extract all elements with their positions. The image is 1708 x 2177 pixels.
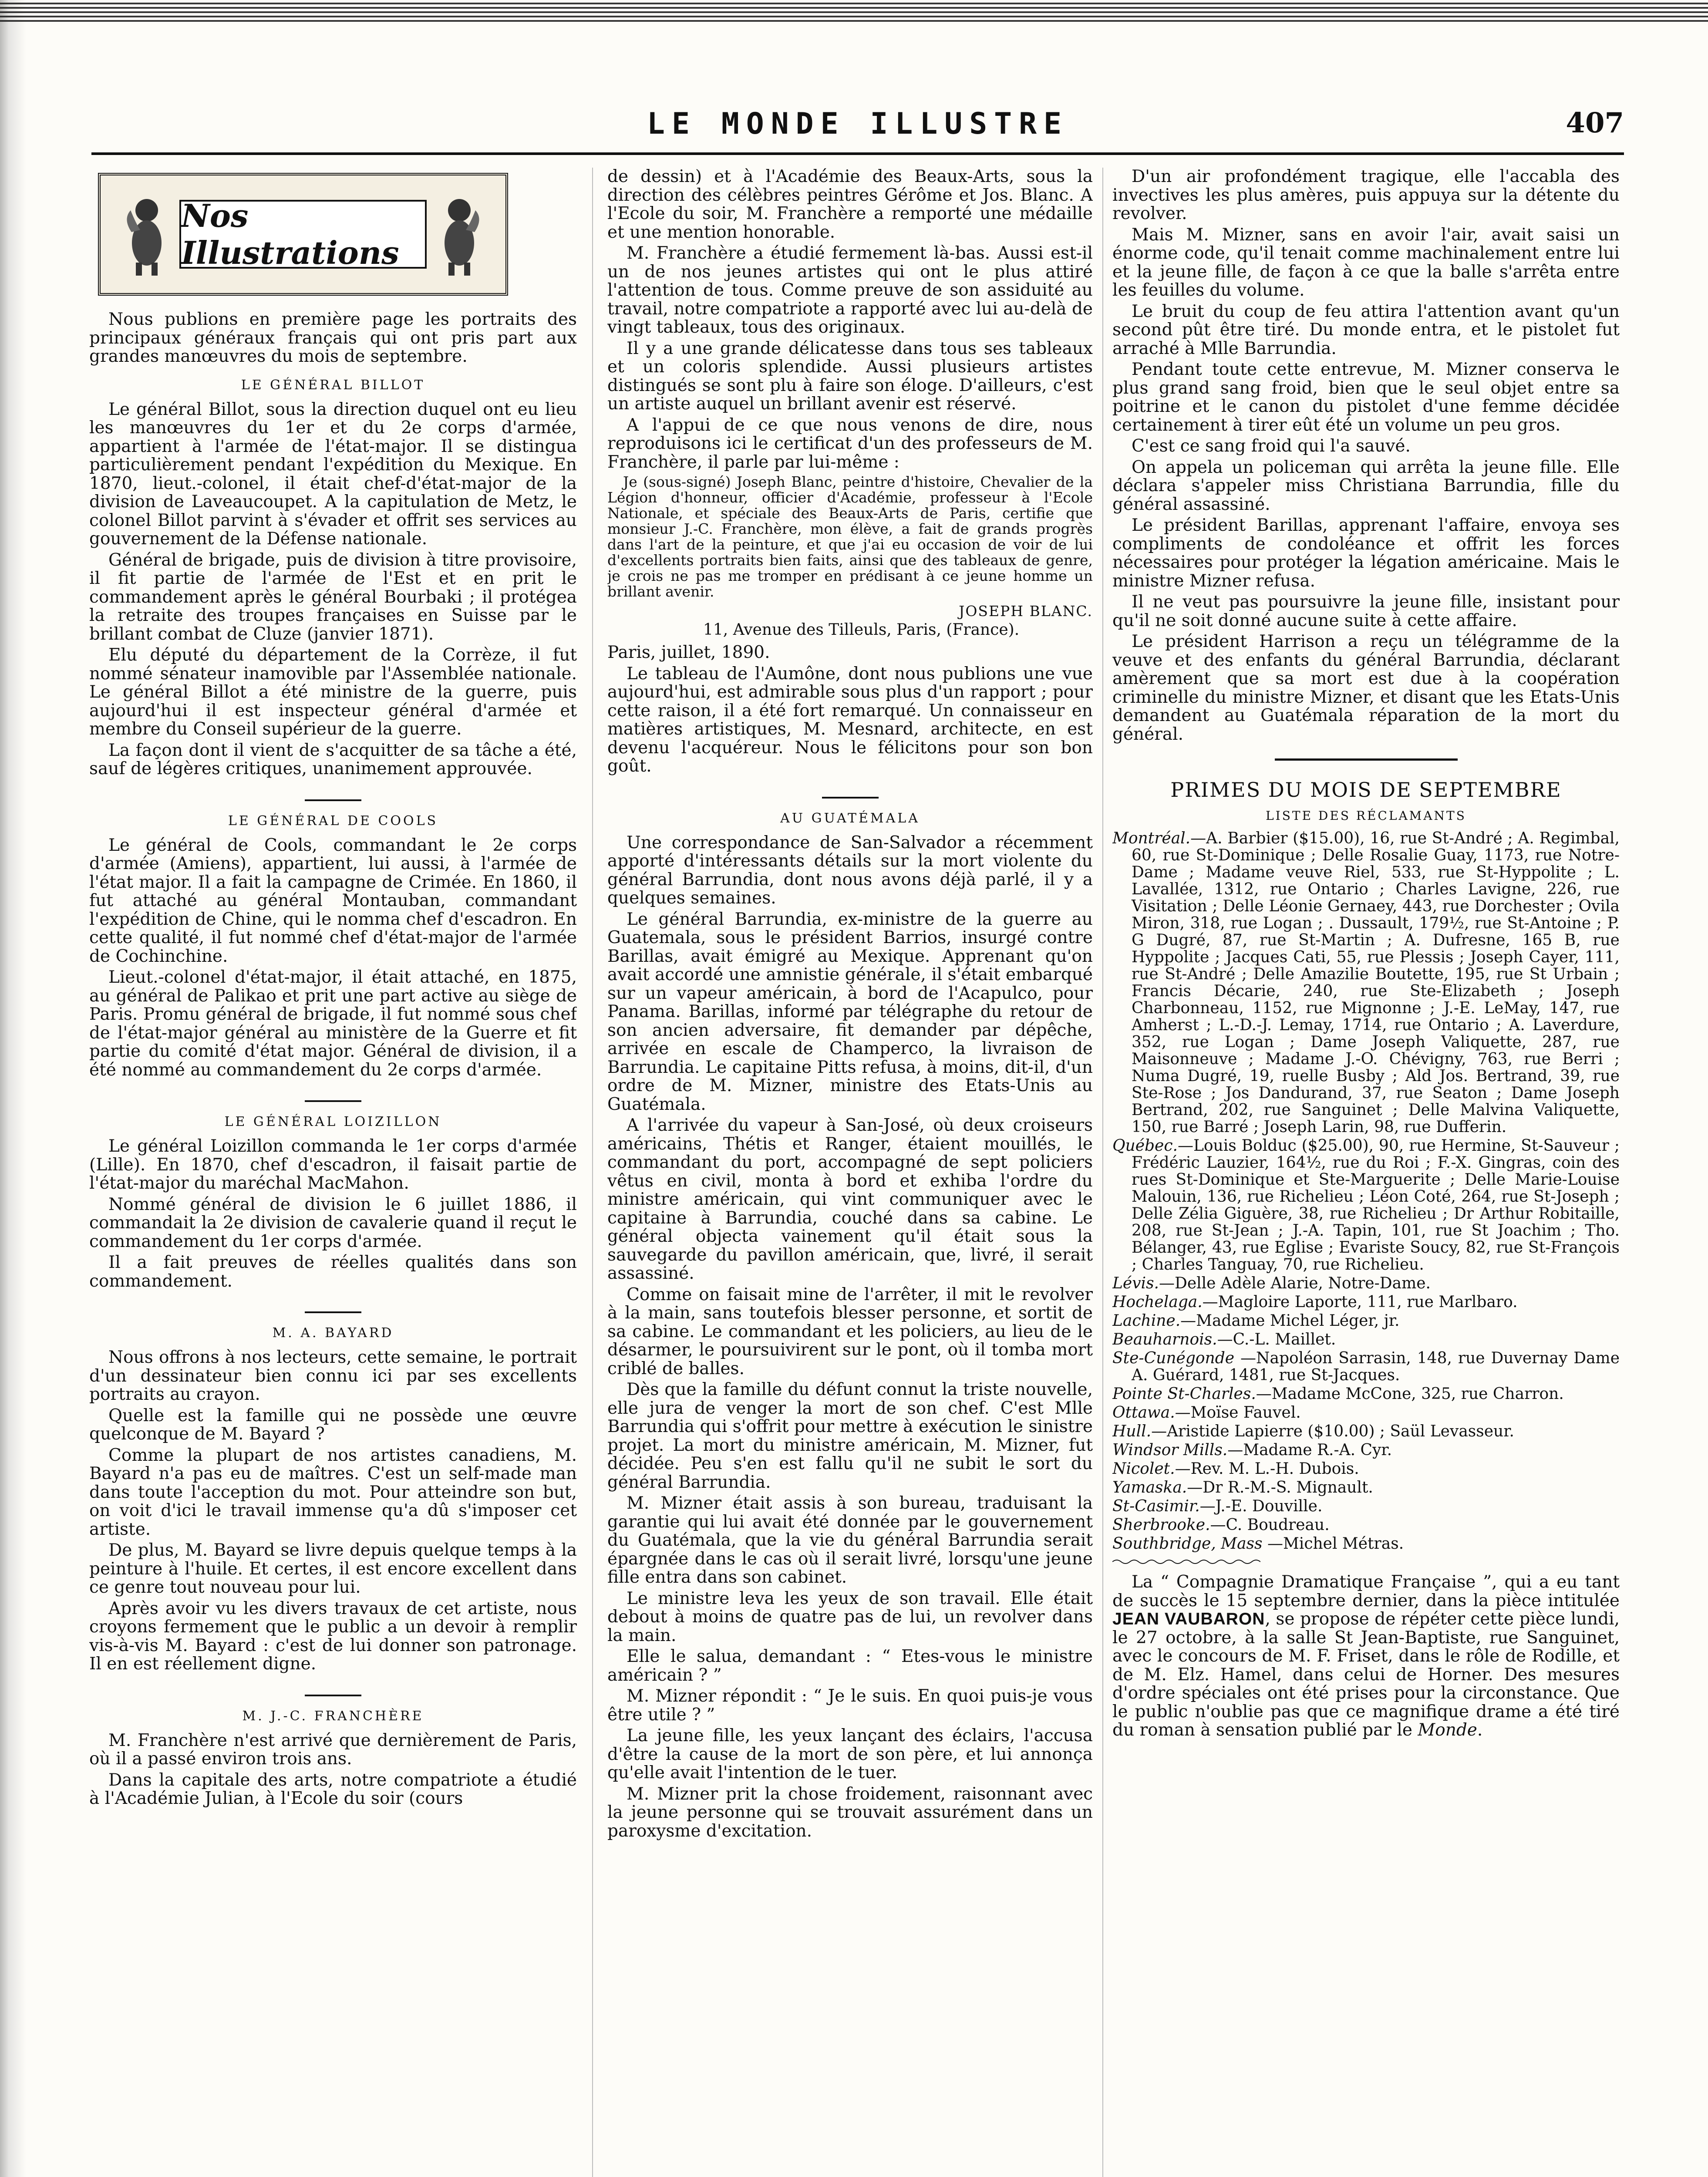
- paragraph: La jeune fille, les yeux lançant des éclairs, l'accusa d'être la cause de la mort de son père, et lui annonça qu'elle avait l'intention de le tuer.: [607, 1726, 1093, 1783]
- journal-name: Monde: [1418, 1720, 1477, 1740]
- nos-illustrations-banner: [98, 173, 508, 296]
- notice-text: La “ Compagnie Dramatique Française ”, qui a eu tant de succès le 15 septembre dernier, dans la pièce intitulée: [1112, 1572, 1620, 1611]
- list-item: [1112, 1498, 1620, 1515]
- paragraph: Le général Loizillon commanda le 1er corps d'armée (Lille). En 1870, chef d'escadron, il faisait partie de l'état-major du maréchal MacMahon.: [89, 1136, 577, 1193]
- paragraph: A l'arrivée du vapeur à San-José, où deux croiseurs américains, Thétis et Ranger, étaient mouillés, le commandant du port, accompagné de sept policiers vêtus en civil, monta à bord et exhiba l'ordre du ministre américain, qui vint communiquer avec le capitaine à Barrundia, couché dans sa cabine. Le général objecta vainement qu'il était sous la sauvegarde du pavillon américain, que, livré, il serait assassiné.: [607, 1115, 1093, 1283]
- paragraph: M. Mizner était assis à son bureau, traduisant la garantie qui lui avait été donnée par le gouvernement du Guatémala, que la vie du général Barrundia serait épargnée dans le cas où il serait livré, lorsqu'une jeune fille entra dans son cabinet.: [607, 1493, 1093, 1587]
- claimants: —Dr R.-M.-S. Mignault.: [1187, 1479, 1373, 1496]
- list-item: [1112, 1442, 1620, 1459]
- place-name: Ste-Cunégonde: [1112, 1349, 1235, 1367]
- claimants: —Napoléon Sarrasin, 148, rue Duvernay Dame A. Guérard, 1481, rue St-Jacques.: [1132, 1349, 1620, 1384]
- column-divider: [592, 168, 593, 2177]
- section-heading-cools: LE GÉNÉRAL DE COOLS: [228, 813, 438, 829]
- list-item: [1112, 1331, 1620, 1348]
- paragraph: Elle le salua, demandant : “ Etes-vous le ministre américain ? ”: [607, 1647, 1093, 1685]
- place-name: Québec.: [1112, 1137, 1178, 1155]
- section-divider: [822, 797, 879, 799]
- paragraph: M. Franchère a étudié fermement là-bas. Aussi est-il un de nos jeunes artistes qui ont le plus attiré l'attention de tous. Comme preuve de son assiduité au travail, notre compatriote a rapporté avec lui au-delà de vingt tableaux, tous des originaux.: [607, 243, 1093, 337]
- paragraph-aumone: Le tableau de l'Aumône, dont nous publions une vue aujourd'hui, est admirable sous plus d'un rapport ; pour cette raison, il a été fort remarqué. Un connaisseur en matières artistiques, M. Mesnard, architecte, en est devenu l'acquéreur. Nous le félicitons pour son bon goût.: [607, 664, 1093, 776]
- section-heading-billot: LE GÉNÉRAL BILLOT: [241, 377, 425, 393]
- section-divider: [305, 1311, 361, 1313]
- claimants: —Madame McCone, 325, rue Charron.: [1256, 1385, 1564, 1403]
- paragraph: de dessin) et à l'Académie des Beaux-Arts, sous la direction des célèbres peintres Gérôme et Jos. Blanc. A l'Ecole du soir, M. Franchère a remporté une médaille et une mention honorable.: [607, 168, 1093, 242]
- paragraph: M. Mizner prit la chose froidement, raisonnant avec la jeune personne qui se trouvait assurément dans un paroxysme d'excitation.: [607, 1784, 1093, 1841]
- list-item: [1112, 1404, 1620, 1421]
- paragraph: Après avoir vu les divers travaux de cet artiste, nous croyons fermement que le public a un devoir à remplir vis-à-vis M. Bayard : c'est de lui donner son patronage. Il en est réellement digne.: [89, 1598, 577, 1674]
- header-rule: [91, 152, 1624, 155]
- list-item: [1112, 1312, 1620, 1329]
- place-name: Beauharnois.: [1112, 1331, 1217, 1348]
- section-divider: [305, 799, 361, 801]
- paragraph: Le président Harrison a reçu un télégramme de la veuve et des enfants du général Barrundia, déclarant amèrement que sa mort est due à la coopération criminelle du ministre Mizner, et disant que les Etats-Unis demandent au Guatémala réparation de la mort du général.: [1112, 632, 1620, 744]
- paragraph: Le général Billot, sous la direction duquel ont eu lieu les manœuvres du 1er et du 2e corps d'armée, appartient à l'armée de l'état-major. Il se distingua particulièrement pendant l'expédition du Mexique. En 1870, lieut.-colonel, il était chef-d'état-major de la division de Laveaucoupet. A la capitulation de Metz, le colonel Billot parvint à s'évader et offrit ses services au gouvernement de la Défense nationale.: [89, 399, 577, 549]
- paragraph: Comme la plupart de nos artistes canadiens, M. Bayard n'a pas eu de maîtres. C'est un self-made man dans toute l'acception du mot. Pour atteindre son but, on voit d'ici le travail immense qu'a dû s'imposer cet artiste.: [89, 1445, 577, 1539]
- claimants: —Aristide Lapierre ($10.00) ; Saül Levasseur.: [1151, 1422, 1514, 1440]
- compagnie-notice: [1112, 1573, 1620, 1740]
- list-item: [1112, 1516, 1620, 1533]
- paragraph: De plus, M. Bayard se livre depuis quelque temps à la peinture à l'huile. Et certes, il est encore excellent dans ce genre tout nouveau pour lui.: [89, 1540, 577, 1597]
- paragraph: La façon dont il vient de s'acquitter de sa tâche a été, sauf de légères critiques, unanimement approuvée.: [89, 740, 577, 778]
- claimants: —Rev. M. L.-H. Dubois.: [1175, 1460, 1359, 1478]
- paragraph: Lieut.-colonel d'état-major, il était attaché, en 1875, au général de Palikao et prit une part active au siège de Paris. Promu général de brigade, il fut nommé sous chef de l'état-major général au ministère de la Guerre et fit partie du comité d'état major. Général de division, il a été nommé au commandement du 2e corps d'armée.: [89, 967, 577, 1080]
- section-heading-guatemala: AU GUATÉMALA: [780, 810, 920, 826]
- certificate-quote: Je (sous-signé) Joseph Blanc, peintre d'histoire, Chevalier de la Légion d'honneur, officier d'Académie, professeur à l'Ecole Nationale, et spéciale des Beaux-Arts de Paris, certifie que monsieur J.-C. Franchère, mon élève, a fait de grands progrès dans l'art de la peinture, et que j'ai eu occasion de voir de lui d'excellents portraits bien faits, ainsi que des tableaux de genre, je crois ne pas me tromper en prédisant à ce jeune homme un brillant avenir.: [607, 473, 1093, 600]
- certificate-address: 11, Avenue des Tilleuls, Paris, (France).: [703, 620, 1020, 639]
- paragraph: Le ministre leva les yeux de son travail. Elle était debout à moins de quatre pas de lui, un revolver dans la main.: [607, 1588, 1093, 1645]
- claimants: —J.-E. Douville.: [1199, 1497, 1323, 1515]
- wavy-divider-icon: [1112, 1558, 1260, 1565]
- list-item: [1112, 1460, 1620, 1477]
- paragraph: C'est ce sang froid qui l'a sauvé.: [1132, 436, 1411, 456]
- claimants: —Madame Michel Léger, jr.: [1180, 1312, 1400, 1330]
- notice-text: , se propose de répéter cette pièce lundi, le 27 octobre, à la salle St Jean-Baptiste, rue Sanguinet, avec le concours de M. F. Friset, dans le rôle de Rodille, et de M. Elz. Hamel, dans celui de Horner. Des mesures d'ordre spéciales ont été prises pour la circonstance. Que le public n'oublie pas que ce magnifique drame a été tiré du roman à sensation publié par le: [1112, 1609, 1620, 1740]
- list-item: [1112, 830, 1620, 1136]
- place-name: Lévis.: [1112, 1274, 1159, 1292]
- section-heading-bayard: M. A. BAYARD: [272, 1325, 394, 1341]
- page-binding-shadow: [0, 0, 26, 2177]
- paragraph: Le général Barrundia, ex-ministre de la guerre au Guatemala, sous le président Barrios, insurgé contre Barillas, avait émigré au Mexique. Apprenant qu'on avait accordé une amnistie générale, il s'était embarqué sur un vapeur américain, à bord de l'Acapulco, pour Panama. Barillas, informé par télégraphe du retour de son ancien adversaire, fit demander par dépêche, arrivée en escale de Champerco, la livraison de Barrundia. Le capitaine Pitts refusa, à moins, dit-il, d'un ordre de M. Mizner, ministre des Etats-Unis au Guatémala.: [607, 909, 1093, 1114]
- paragraph: Il a fait preuves de réelles qualités dans son commandement.: [89, 1253, 577, 1291]
- claimants: —Delle Adèle Alarie, Notre-Dame.: [1159, 1274, 1431, 1292]
- claimants: —C.-L. Maillet.: [1217, 1331, 1336, 1348]
- paragraph: D'un air profondément tragique, elle l'accabla des invectives les plus amères, puis appuya sur la détente du revolver.: [1112, 168, 1620, 223]
- certificate-signature: JOSEPH BLANC.: [959, 603, 1093, 620]
- claimants: —A. Barbier ($15.00), 16, rue St-André ; A. Regimbal, 60, rue St-Dominique ; Delle Rosalie Guay, 1173, rue Notre-Dame ; Madame veuve Riel, 533, rue St-Hyppolite ; L. Lavallée, 1312, rue Ontario ; Charles Lavigne, 226, rue Visitation ; Delle Léonie Gernaey, 443, rue Dorchester ; Ovila Miron, 318, rue Logan ; . Dussault, 179½, rue St-Antoine ; P. G Dugré, 87, rue St-Martin ; A. Dufresne, 165 B, rue Hyppolite ; Jacques Cati, 55, rue Plessis ; Joseph Cayer, 111, rue St-André ; Delle Amazilie Boutette, 195, rue St Urbain ; Francis Décarie, 240, rue Ste-Elizabeth ; Joseph Charbonneau, 1152, rue Mignonne ; J.-E. LeMay, 147, rue Amherst ; L.-D.-J. Lemay, 1714, rue Ontario ; A. Laverdure, 352, rue Logan ; Dame Joseph Valiquette, 287, rue Maisonneuve ; Madame J.-O. Chévigny, 763, rue Berri ; Numa Dugré, 19, ruelle Busby ; Ald Jos. Bertrand, 39, rue Ste-Rose ; Jos Dandurand, 37, rue Seaton ; Dame Joseph Bertrand, 202, rue Sanguinet ; Delle Malvina Valiquette, 150, rue Barré ; Joseph Larin, 98, rue Dufferin.: [1132, 829, 1620, 1136]
- paragraph: Quelle est la famille qui ne possède une œuvre quelconque de M. Bayard ?: [89, 1405, 577, 1444]
- paragraph: Dans la capitale des arts, notre compatriote a étudié à l'Académie Julian, à l'Ecole du soir (cours: [89, 1770, 577, 1808]
- list-item: [1112, 1350, 1620, 1384]
- list-item: [1112, 1275, 1620, 1292]
- place-name: Montréal.: [1112, 829, 1191, 847]
- primes-subtitle: LISTE DES RÉCLAMANTS: [1266, 809, 1466, 823]
- paragraph: Dès que la famille du défunt connut la triste nouvelle, elle jura de venger la mort de son chef. C'est Mlle Barrundia qui s'offrit pour mettre à exécution le sinistre projet. La mort du ministre américain, M. Mizner, fut décidée. Peu s'en est fallu qu'il ne subit le sort du général Barrundia.: [607, 1380, 1093, 1492]
- list-item: [1112, 1535, 1620, 1552]
- place-name: Windsor Mills.: [1112, 1441, 1228, 1459]
- place-name: Sherbrooke.: [1112, 1516, 1210, 1534]
- list-item: [1112, 1137, 1620, 1273]
- claimants: —Madame R.-A. Cyr.: [1227, 1441, 1392, 1459]
- paragraph: Le bruit du coup de feu attira l'attention avant qu'un second pût être tiré. Du monde entra, et le pistolet fut arraché à Mlle Barrundia.: [1112, 301, 1620, 358]
- place-name: Hull.: [1112, 1422, 1152, 1440]
- paragraph: Nous offrons à nos lecteurs, cette semaine, le portrait d'un dessinateur bien connu ici par ses excellents portraits au crayon.: [89, 1348, 577, 1404]
- place-name: Southbridge, Mass: [1112, 1535, 1263, 1553]
- claimants-list: [1112, 830, 1620, 1552]
- place-name: Ottawa.: [1112, 1404, 1175, 1422]
- place-name: Hochelaga.: [1112, 1293, 1203, 1311]
- banner-title: Nos Illustrations: [181, 197, 399, 271]
- list-item: [1112, 1479, 1620, 1496]
- play-title: JEAN VAUBARON: [1112, 1610, 1265, 1628]
- claimants: —Magloire Laporte, 111, rue Marlbaro.: [1202, 1293, 1518, 1311]
- claimants: —Louis Bolduc ($25.00), 90, rue Hermine, St-Sauveur ; Frédéric Lauzier, 164½, rue du Roi ; F.-X. Gingras, coin des rues St-Dominique et Ste-Marguerite ; Delle Marie-Louise Malouin, 136, rue Richelieu ; Léon Coté, 264, rue St-Joseph ; Delle Zélia Giguère, 38, rue Richelieu ; Dr Arthur Robitaille, 208, rue St-Jean ; J.-A. Tapin, 101, rue St Joachim ; Tho. Bélanger, 43, rue Eglise ; Evariste Soucy, 82, rue St-François ; Charles Tanguay, 70, rue Richelieu.: [1132, 1137, 1620, 1274]
- paragraph: Elu député du département de la Corrèze, il fut nommé sénateur inamovible par l'Assemblée nationale. Le général Billot a été ministre de la guerre, puis aujourd'hui il est inspecteur général d'armée et membre du Conseil supérieur de la guerre.: [89, 645, 577, 739]
- top-border: [0, 0, 1708, 22]
- cherub-right-icon: [435, 193, 483, 276]
- paragraph: Mais M. Mizner, sans en avoir l'air, avait saisi un énorme code, qu'il tenait comme machinalement entre lui et la jeune fille, de façon à ce que la balle s'arrêta entre les feuilles du volume.: [1112, 225, 1620, 300]
- paragraph: Général de brigade, puis de division à titre provisoire, il fit partie de l'armée de l'Est et en prit le commandement après le général Bourbaki ; il protégea la retraite des troupes françaises en Suisse par le brillant combat de Cluze (janvier 1871).: [89, 550, 577, 644]
- certificate-date: Paris, juillet, 1890.: [607, 643, 770, 662]
- place-name: St-Casimir.: [1112, 1497, 1200, 1515]
- place-name: Nicolet.: [1112, 1460, 1175, 1478]
- intro-paragraph: Nous publions en première page les portraits des principaux généraux français qui ont pris part aux grandes manœuvres du mois de septembre.: [89, 310, 577, 366]
- section-heading-franchere: M. J.-C. FRANCHÈRE: [242, 1708, 424, 1724]
- page-header: [91, 107, 1624, 148]
- section-divider: [305, 1100, 361, 1102]
- paragraph: On appela un policeman qui arrêta la jeune fille. Elle déclara s'appeler miss Christiana Barrundia, fille du général assassiné.: [1112, 457, 1620, 514]
- page-number: 407: [1566, 107, 1624, 139]
- claimants: —Moïse Fauvel.: [1175, 1404, 1301, 1422]
- column-divider: [1102, 168, 1103, 2177]
- banner-frame: [179, 197, 427, 271]
- claimants: —Michel Métras.: [1262, 1535, 1404, 1553]
- paragraph: Il ne veut pas poursuivre la jeune fille, insistant pour qu'il ne soit donné aucune suite à cette affaire.: [1112, 592, 1620, 630]
- list-item: [1112, 1385, 1620, 1402]
- paragraph: M. Franchère n'est arrivé que dernièrement de Paris, où il a passé environ trois ans.: [89, 1730, 577, 1769]
- masthead-title: LE MONDE ILLUSTRE: [647, 107, 1068, 141]
- cherub-left-icon: [123, 193, 171, 276]
- paragraph: Comme on faisait mine de l'arrêter, il mit le revolver à la main, sans toutefois blesser personne, et sortit de sa cabine. Le commandant et les policiers, au lieu de le désarmer, le poursuivirent sur le pont, où il tomba mort criblé de balles.: [607, 1284, 1093, 1378]
- section-divider: [305, 1695, 361, 1696]
- section-heading-loizillon: LE GÉNÉRAL LOIZILLON: [224, 1114, 442, 1129]
- place-name: Yamaska.: [1112, 1479, 1187, 1496]
- place-name: Lachine.: [1112, 1312, 1181, 1330]
- list-item: [1112, 1423, 1620, 1440]
- paragraph: A l'appui de ce que nous venons de dire, nous reproduisons ici le certificat d'un des professeurs de M. Franchère, il parle par lui-même :: [607, 415, 1093, 472]
- paragraph: Pendant toute cette entrevue, M. Mizner conserva le plus grand sang froid, bien que le seul objet entre sa poitrine et le canon du pistolet d'une femme décidée certainement à tirer eût été un volume un peu gros.: [1112, 360, 1620, 435]
- paragraph: M. Mizner répondit : “ Je le suis. En quoi puis-je vous être utile ? ”: [607, 1686, 1093, 1725]
- paragraph: Nommé général de division le 6 juillet 1886, il commandait la 2e division de cavalerie quand il reçut le commandement du 1er corps d'armée.: [89, 1194, 577, 1251]
- paragraph: Le président Barillas, apprenant l'affaire, envoya ses compliments de condoléance et offrit les forces nécessaires pour protéger la légation américaine. Mais le ministre Mizner refusa.: [1112, 516, 1620, 591]
- place-name: Pointe St-Charles.: [1112, 1385, 1256, 1403]
- paragraph: Une correspondance de San-Salvador a récemment apporté d'intéressants détails sur la mort violente du général Barrundia, dont nous avons déjà parlé, il y a quelques semaines.: [607, 832, 1093, 908]
- column-1: [89, 168, 577, 2177]
- column-3: [1112, 168, 1620, 2177]
- primes-title: PRIMES DU MOIS DE SEPTEMBRE: [1170, 778, 1562, 802]
- list-item: [1112, 1294, 1620, 1311]
- column-2: [607, 168, 1093, 2177]
- section-divider: [1275, 758, 1458, 761]
- paragraph: Le général de Cools, commandant le 2e corps d'armée (Amiens), appartient, lui aussi, à l'armée de l'état major. Il a fait la campagne de Crimée. En 1860, il fut attaché au général Montauban, commandant l'expédition de Chine, qui le nomma chef d'escadron. En cette qualité, il fut nommé chef d'état-major de l'armée de Cochinchine.: [89, 835, 577, 966]
- notice-end: .: [1477, 1720, 1483, 1740]
- claimants: —C. Boudreau.: [1210, 1516, 1330, 1534]
- paragraph: Il y a une grande délicatesse dans tous ses tableaux et un coloris splendide. Aussi plusieurs artistes distingués se sont plu à faire son éloge. D'ailleurs, c'est un artiste auquel un brillant avenir est réservé.: [607, 338, 1093, 414]
